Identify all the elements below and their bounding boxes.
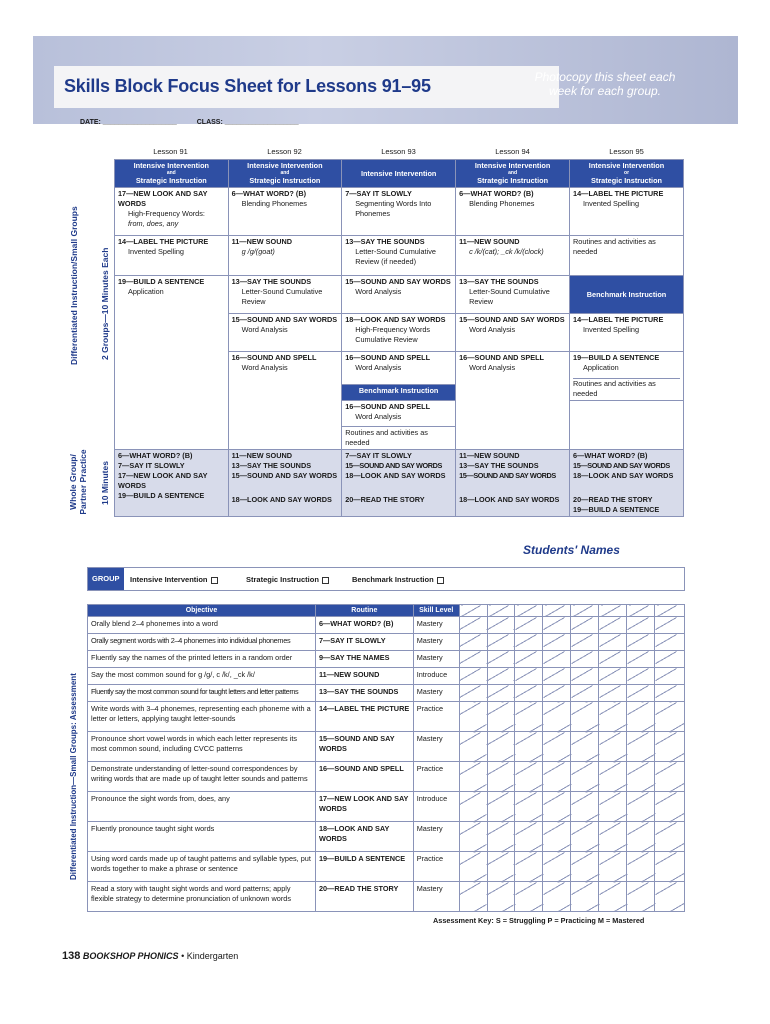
score-cell[interactable] xyxy=(487,822,515,852)
score-cell[interactable] xyxy=(571,617,599,634)
lesson-header: Lesson 93 xyxy=(381,147,416,156)
routine-cell: 13—SAY THE SOUNDS Letter-Sound Cumulative Review xyxy=(456,276,570,314)
table-row xyxy=(88,732,685,762)
score-cell[interactable] xyxy=(543,702,571,732)
score-cell[interactable] xyxy=(515,685,543,702)
skill-cell: Introduce xyxy=(413,668,459,685)
skill-cell: Practice xyxy=(413,702,459,732)
routine-cell: 17—NEW LOOK AND SAY WORDS xyxy=(315,792,413,822)
small-groups-time-label: 2 Groups—10 Minutes Each xyxy=(100,247,110,360)
date-class-line xyxy=(80,119,317,126)
strategic-checkbox[interactable] xyxy=(322,577,329,584)
score-cell[interactable] xyxy=(487,617,515,634)
assessment-table xyxy=(87,604,685,912)
score-cell[interactable] xyxy=(627,685,655,702)
whole-group-row xyxy=(115,450,684,517)
score-cell[interactable] xyxy=(487,702,515,732)
table-row xyxy=(88,668,685,685)
skill-cell: Mastery xyxy=(413,685,459,702)
objective-cell: Fluently pronounce taught sight words xyxy=(88,822,316,852)
routine-cell: 19—BUILD A SENTENCE Application Routines and activities as needed xyxy=(570,352,684,401)
routine-cell: 13—SAY THE SOUNDS xyxy=(315,685,413,702)
routine-cell: 9—SAY THE NAMES xyxy=(315,651,413,668)
score-cell[interactable] xyxy=(459,617,487,634)
student-name-column[interactable] xyxy=(571,605,599,617)
score-cell[interactable] xyxy=(571,702,599,732)
objective-cell: Demonstrate understanding of letter-sound correspondences by writing words that are made up of taught letter sounds and patterns xyxy=(88,762,316,792)
table-row xyxy=(88,685,685,702)
score-cell[interactable] xyxy=(599,762,627,792)
routine-cell: 16—SOUND AND SPELL xyxy=(315,762,413,792)
score-cell[interactable] xyxy=(571,732,599,762)
score-cell[interactable] xyxy=(655,685,685,702)
bullet-separator: • xyxy=(181,951,185,961)
lesson-header: Lesson 92 xyxy=(267,147,302,156)
score-cell[interactable] xyxy=(655,882,685,912)
score-cell[interactable] xyxy=(627,617,655,634)
score-cell[interactable] xyxy=(571,792,599,822)
student-name-column[interactable] xyxy=(515,605,543,617)
score-cell[interactable] xyxy=(599,634,627,651)
score-cell[interactable] xyxy=(487,668,515,685)
score-cell[interactable] xyxy=(459,822,487,852)
skill-level-header: Skill Level xyxy=(413,605,459,617)
score-cell[interactable] xyxy=(515,651,543,668)
objective-cell: Pronounce short vowel words in which each letter represents its most common sound, including CVCC patterns xyxy=(88,732,316,762)
page-number: 138 xyxy=(62,950,81,962)
intensive-option[interactable]: Intensive Intervention xyxy=(130,575,218,584)
score-cell[interactable] xyxy=(655,702,685,732)
lesson-header: Lesson 95 xyxy=(609,147,644,156)
routine-cell: 11—NEW SOUND c /k/(cat); _ck /k/(clock) xyxy=(456,236,570,276)
score-cell[interactable] xyxy=(655,822,685,852)
score-cell[interactable] xyxy=(599,702,627,732)
score-cell[interactable] xyxy=(459,792,487,822)
score-cell[interactable] xyxy=(571,762,599,792)
routine-cell: 15—SOUND AND SAY WORDS Word Analysis xyxy=(456,314,570,352)
score-cell[interactable] xyxy=(571,668,599,685)
score-cell[interactable] xyxy=(487,634,515,651)
skill-cell: Introduce xyxy=(413,792,459,822)
routine-cell: 13—SAY THE SOUNDS Letter-Sound Cumulative Review (if needed) xyxy=(342,236,456,276)
score-cell[interactable] xyxy=(599,617,627,634)
whole-group-cell: 7—SAY IT SLOWLY 15—SOUND AND SAY WORDS 18—LOOK AND SAY WORDS 20—READ THE STORY xyxy=(342,450,456,517)
score-cell[interactable] xyxy=(599,852,627,882)
skill-cell: Mastery xyxy=(413,822,459,852)
score-cell[interactable] xyxy=(515,617,543,634)
score-cell[interactable] xyxy=(571,852,599,882)
score-cell[interactable] xyxy=(459,762,487,792)
routine-cell: 14—LABEL THE PICTURE xyxy=(315,702,413,732)
score-cell[interactable] xyxy=(515,852,543,882)
intervention-header: Intensive Intervention and Strategic Instruction xyxy=(115,160,229,188)
objective-header: Objective xyxy=(88,605,316,617)
routine-cell: 15—SOUND AND SAY WORDS xyxy=(315,732,413,762)
score-cell[interactable] xyxy=(571,685,599,702)
score-cell[interactable] xyxy=(515,822,543,852)
score-cell[interactable] xyxy=(515,634,543,651)
score-cell[interactable] xyxy=(543,882,571,912)
routine-cell: 6—WHAT WORD? (B) Blending Phonemes xyxy=(456,188,570,236)
intervention-header-row xyxy=(115,160,684,188)
assessment-key: Assessment Key: S = Struggling P = Practicing M = Mastered xyxy=(433,916,645,925)
score-cell[interactable] xyxy=(655,634,685,651)
student-name-column[interactable] xyxy=(655,605,685,617)
score-cell[interactable] xyxy=(459,651,487,668)
routine-cell: 18—LOOK AND SAY WORDS High-Frequency Words Cumulative Review xyxy=(342,314,456,352)
student-name-column[interactable] xyxy=(487,605,515,617)
page-footer xyxy=(62,950,238,962)
page-title: Skills Block Focus Sheet for Lessons 91–95 xyxy=(64,76,431,96)
routine-cell: 14—LABEL THE PICTURE Invented Spelling xyxy=(115,236,229,276)
benchmark-instruction-header: Benchmark Instruction xyxy=(570,276,684,314)
table-row xyxy=(88,822,685,852)
objective-cell: Write words with 3–4 phonemes, representing each phoneme with a letter or letters, applying taught letter-sounds xyxy=(88,702,316,732)
benchmark-instruction-header: Benchmark Instruction xyxy=(342,385,456,401)
score-cell[interactable] xyxy=(599,651,627,668)
routine-cell: 16—SOUND AND SPELL Word Analysis xyxy=(456,352,570,450)
class-field[interactable]: CLASS: ___________________ xyxy=(196,119,299,126)
score-cell[interactable] xyxy=(571,634,599,651)
score-cell[interactable] xyxy=(655,617,685,634)
skill-cell: Mastery xyxy=(413,882,459,912)
lesson-plan-grid xyxy=(114,159,684,517)
whole-group-cell: 11—NEW SOUND 13—SAY THE SOUNDS 15—SOUND AND SAY WORDS 18—LOOK AND SAY WORDS xyxy=(228,450,342,517)
students-names-label: Students' Names xyxy=(523,543,620,557)
table-row xyxy=(88,792,685,822)
student-name-column[interactable] xyxy=(627,605,655,617)
table-row xyxy=(88,702,685,732)
score-cell[interactable] xyxy=(459,702,487,732)
routine-cell: 13—SAY THE SOUNDS Letter-Sound Cumulative Review xyxy=(228,276,342,314)
score-cell[interactable] xyxy=(543,668,571,685)
score-cell[interactable] xyxy=(487,685,515,702)
table-row xyxy=(88,651,685,668)
score-cell[interactable] xyxy=(543,685,571,702)
skill-cell: Mastery xyxy=(413,634,459,651)
skill-cell: Practice xyxy=(413,762,459,792)
score-cell[interactable] xyxy=(487,852,515,882)
routine-cell: 15—SOUND AND SAY WORDS Word Analysis xyxy=(228,314,342,352)
objective-cell: Using word cards made up of taught patterns and syllable types, put words together to make a phrase or sentence xyxy=(88,852,316,882)
score-cell[interactable] xyxy=(599,792,627,822)
skill-cell: Mastery xyxy=(413,732,459,762)
score-cell[interactable] xyxy=(627,732,655,762)
routine-header: Routine xyxy=(315,605,413,617)
benchmark-option[interactable]: Benchmark Instruction xyxy=(352,575,444,584)
score-cell[interactable] xyxy=(655,792,685,822)
score-cell[interactable] xyxy=(543,651,571,668)
score-cell[interactable] xyxy=(599,822,627,852)
score-cell[interactable] xyxy=(515,732,543,762)
score-cell[interactable] xyxy=(459,685,487,702)
table-row xyxy=(88,617,685,634)
whole-group-cell: 6—WHAT WORD? (B) 7—SAY IT SLOWLY 17—NEW LOOK AND SAY WORDS 19—BUILD A SENTENCE xyxy=(115,450,229,517)
group-selection-row xyxy=(87,567,685,591)
skill-cell: Practice xyxy=(413,852,459,882)
whole-group-cell: 6—WHAT WORD? (B) 15—SOUND AND SAY WORDS 18—LOOK AND SAY WORDS 20—READ THE STORY 19—BUILD A SENTENCE xyxy=(570,450,684,517)
score-cell[interactable] xyxy=(515,882,543,912)
score-cell[interactable] xyxy=(515,762,543,792)
small-groups-label: Differentiated Instruction/Small Groups xyxy=(69,206,79,365)
intervention-header: Intensive Intervention xyxy=(342,160,456,188)
objective-cell: Orally blend 2–4 phonemes into a word xyxy=(88,617,316,634)
routine-cell: Routines and activities as needed xyxy=(570,236,684,276)
benchmark-checkbox[interactable] xyxy=(437,577,444,584)
date-field[interactable]: DATE: ___________________ xyxy=(80,119,177,126)
photocopy-note: Photocopy this sheet each week for each group. xyxy=(534,70,676,98)
routine-cell: 16—SOUND AND SPELL Word Analysis xyxy=(228,352,342,450)
skill-cell: Mastery xyxy=(413,617,459,634)
score-cell[interactable] xyxy=(487,792,515,822)
routine-cell: 7—SAY IT SLOWLY xyxy=(315,634,413,651)
student-name-column[interactable] xyxy=(543,605,571,617)
score-cell[interactable] xyxy=(487,732,515,762)
score-cell[interactable] xyxy=(627,852,655,882)
objective-cell: Fluently say the names of the printed letters in a random order xyxy=(88,651,316,668)
score-cell[interactable] xyxy=(599,668,627,685)
routine-cell: 17—NEW LOOK AND SAY WORDS High-Frequency Words: from, does, any xyxy=(115,188,229,236)
routine-cell: 20—READ THE STORY xyxy=(315,882,413,912)
table-row xyxy=(88,762,685,792)
score-cell[interactable] xyxy=(459,882,487,912)
score-cell[interactable] xyxy=(515,668,543,685)
score-cell[interactable] xyxy=(627,634,655,651)
objective-cell: Fluently say the most common sound for taught letters and letter patterns xyxy=(88,685,316,702)
brand-name: BOOKSHOP PHONICS xyxy=(82,951,179,961)
score-cell[interactable] xyxy=(487,651,515,668)
strategic-option[interactable]: Strategic Instruction xyxy=(246,575,329,584)
intervention-header: Intensive Intervention or Strategic Instruction xyxy=(570,160,684,188)
whole-group-time-label: 10 Minutes xyxy=(100,461,110,505)
skill-cell: Mastery xyxy=(413,651,459,668)
score-cell[interactable] xyxy=(655,852,685,882)
score-cell[interactable] xyxy=(543,617,571,634)
lesson-header: Lesson 94 xyxy=(495,147,530,156)
score-cell[interactable] xyxy=(515,702,543,732)
score-cell[interactable] xyxy=(543,762,571,792)
score-cell[interactable] xyxy=(627,651,655,668)
routine-cell: 7—SAY IT SLOWLY Segmenting Words Into Phonemes xyxy=(342,188,456,236)
routine-cell: 6—WHAT WORD? (B) Blending Phonemes xyxy=(228,188,342,236)
routine-cell: 19—BUILD A SENTENCE Application xyxy=(115,276,229,450)
whole-group-cell: 11—NEW SOUND 13—SAY THE SOUNDS 15—SOUND AND SAY WORDS 18—LOOK AND SAY WORDS xyxy=(456,450,570,517)
score-cell[interactable] xyxy=(627,762,655,792)
score-cell[interactable] xyxy=(459,732,487,762)
score-cell[interactable] xyxy=(543,822,571,852)
score-cell[interactable] xyxy=(487,762,515,792)
objective-cell: Orally segment words with 2–4 phonemes into individual phonemes xyxy=(88,634,316,651)
routine-cell: 16—SOUND AND SPELL Word Analysis xyxy=(342,352,456,385)
score-cell[interactable] xyxy=(459,668,487,685)
lesson-header: Lesson 91 xyxy=(153,147,188,156)
routine-cell: 11—NEW SOUND xyxy=(315,668,413,685)
table-row xyxy=(88,634,685,651)
table-row xyxy=(88,882,685,912)
score-cell[interactable] xyxy=(571,651,599,668)
score-cell[interactable] xyxy=(627,668,655,685)
grade-label: Kindergarten xyxy=(186,951,239,961)
whole-group-label: Whole Group/ Partner Practice xyxy=(68,449,88,515)
routine-cell: 14—LABEL THE PICTURE Invented Spelling xyxy=(570,188,684,236)
score-cell[interactable] xyxy=(459,634,487,651)
routine-cell: 19—BUILD A SENTENCE xyxy=(315,852,413,882)
intervention-header: Intensive Intervention and Strategic Instruction xyxy=(228,160,342,188)
group-label: GROUP xyxy=(88,568,124,590)
score-cell[interactable] xyxy=(543,852,571,882)
score-cell[interactable] xyxy=(543,792,571,822)
objective-cell: Read a story with taught sight words and word patterns; apply flexible strategy to determine pronunciation of unknown words xyxy=(88,882,316,912)
score-cell[interactable] xyxy=(627,822,655,852)
objective-cell: Say the most common sound for g /g/, c /k/, _ck /k/ xyxy=(88,668,316,685)
score-cell[interactable] xyxy=(627,792,655,822)
table-row xyxy=(88,852,685,882)
empty-cell xyxy=(570,401,684,450)
routine-cell: 15—SOUND AND SAY WORDS Word Analysis xyxy=(342,276,456,314)
score-cell[interactable] xyxy=(655,762,685,792)
routine-cell: 16—SOUND AND SPELL Word Analysis xyxy=(342,401,456,427)
objective-cell: Pronounce the sight words from, does, any xyxy=(88,792,316,822)
score-cell[interactable] xyxy=(655,651,685,668)
score-cell[interactable] xyxy=(459,852,487,882)
score-cell[interactable] xyxy=(487,882,515,912)
routine-cell: 11—NEW SOUND g /g/(goat) xyxy=(228,236,342,276)
score-cell[interactable] xyxy=(571,822,599,852)
score-cell[interactable] xyxy=(655,668,685,685)
score-cell[interactable] xyxy=(599,685,627,702)
routine-cell: Routines and activities as needed xyxy=(342,427,456,450)
routine-cell: 6—WHAT WORD? (B) xyxy=(315,617,413,634)
intensive-checkbox[interactable] xyxy=(211,577,218,584)
score-cell[interactable] xyxy=(515,792,543,822)
score-cell[interactable] xyxy=(571,882,599,912)
score-cell[interactable] xyxy=(655,732,685,762)
routine-cell: 18—LOOK AND SAY WORDS xyxy=(315,822,413,852)
assessment-side-label: Differentiated Instruction—Small Groups: Assessment xyxy=(69,673,78,880)
score-cell[interactable] xyxy=(543,732,571,762)
score-cell[interactable] xyxy=(599,732,627,762)
score-cell[interactable] xyxy=(543,634,571,651)
intervention-header: Intensive Intervention and Strategic Instruction xyxy=(456,160,570,188)
score-cell[interactable] xyxy=(627,702,655,732)
routine-cell: 14—LABEL THE PICTURE Invented Spelling xyxy=(570,314,684,352)
score-cell[interactable] xyxy=(627,882,655,912)
score-cell[interactable] xyxy=(599,882,627,912)
student-name-column[interactable] xyxy=(599,605,627,617)
student-name-column[interactable] xyxy=(459,605,487,617)
